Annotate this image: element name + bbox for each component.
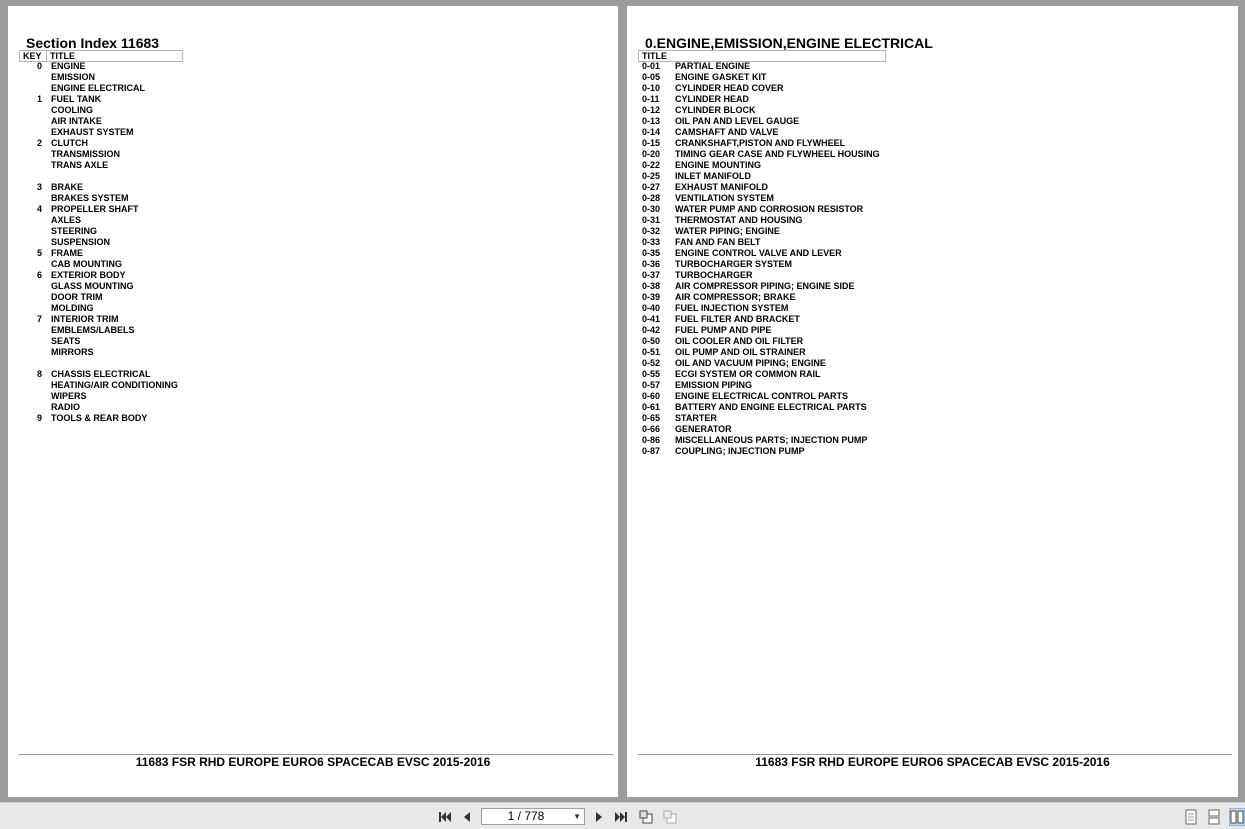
section-index-row bbox=[8, 72, 618, 83]
row-key: 0-51 bbox=[642, 347, 661, 357]
section-index-row bbox=[8, 83, 618, 94]
row-title: SUSPENSION bbox=[51, 237, 111, 247]
section-contents-row bbox=[627, 237, 1238, 248]
row-key: 6 bbox=[36, 270, 42, 280]
section-contents-row bbox=[627, 358, 1238, 369]
row-key: 0-25 bbox=[642, 171, 661, 181]
row-key: 0-65 bbox=[642, 413, 661, 423]
row-key: 0-13 bbox=[642, 116, 661, 126]
section-contents-row bbox=[627, 292, 1238, 303]
row-key: 0-33 bbox=[642, 237, 661, 247]
section-index-row bbox=[8, 116, 618, 127]
row-title: CYLINDER HEAD bbox=[675, 94, 750, 104]
row-key: 0-52 bbox=[642, 358, 661, 368]
row-title: WIPERS bbox=[51, 391, 87, 401]
row-key: 0-37 bbox=[642, 270, 661, 280]
section-contents-row bbox=[627, 226, 1238, 237]
row-title: COOLING bbox=[51, 105, 93, 115]
row-title: BATTERY AND ENGINE ELECTRICAL PARTS bbox=[675, 402, 867, 412]
title-column-header: TITLE bbox=[642, 51, 667, 61]
section-contents-row bbox=[627, 325, 1238, 336]
row-title: WATER PIPING; ENGINE bbox=[675, 226, 780, 236]
row-key: 0-42 bbox=[642, 325, 661, 335]
viewer-toolbar bbox=[0, 802, 1245, 829]
row-title: WATER PUMP AND CORROSION RESISTOR bbox=[675, 204, 864, 214]
row-title: FUEL FILTER AND BRACKET bbox=[675, 314, 800, 324]
section-contents-row bbox=[627, 259, 1238, 270]
row-key: 0-12 bbox=[642, 105, 661, 115]
row-title: TURBOCHARGER SYSTEM bbox=[675, 259, 793, 269]
row-title: STARTER bbox=[675, 413, 717, 423]
section-contents-row bbox=[627, 171, 1238, 182]
section-index-row bbox=[8, 391, 618, 402]
section-index-row bbox=[8, 127, 618, 138]
row-title: FAN AND FAN BELT bbox=[675, 237, 761, 247]
row-title: CLUTCH bbox=[51, 138, 88, 148]
row-title: ECGI SYSTEM OR COMMON RAIL bbox=[675, 369, 821, 379]
next-page-icon[interactable] bbox=[591, 809, 607, 825]
row-title: EMBLEMS/LABELS bbox=[51, 325, 135, 335]
row-key: 8 bbox=[36, 369, 42, 379]
section-contents-row bbox=[627, 402, 1238, 413]
section-index-row bbox=[8, 248, 618, 259]
section-index-row bbox=[8, 336, 618, 347]
page-title: 0.ENGINE,EMISSION,ENGINE ELECTRICAL bbox=[645, 35, 933, 51]
row-title: TRANSMISSION bbox=[51, 149, 121, 159]
section-index-row bbox=[8, 325, 618, 336]
row-title: CAMSHAFT AND VALVE bbox=[675, 127, 779, 137]
row-key: 0-05 bbox=[642, 72, 661, 82]
section-contents-row bbox=[627, 446, 1238, 457]
row-key: 0-50 bbox=[642, 336, 661, 346]
row-title: MOLDING bbox=[51, 303, 94, 313]
row-key: 0-60 bbox=[642, 391, 661, 401]
section-index-row bbox=[8, 160, 618, 171]
row-title: TRANS AXLE bbox=[51, 160, 109, 170]
row-key: 0-28 bbox=[642, 193, 661, 203]
row-title: ENGINE bbox=[51, 61, 86, 71]
section-index-row bbox=[8, 204, 618, 215]
section-contents-row bbox=[627, 105, 1238, 116]
row-title: OIL COOLER AND OIL FILTER bbox=[675, 336, 804, 346]
rotate-icon[interactable] bbox=[638, 809, 654, 825]
row-title: ENGINE MOUNTING bbox=[675, 160, 762, 170]
row-title: BRAKE bbox=[51, 182, 84, 192]
last-page-icon[interactable] bbox=[613, 809, 629, 825]
section-index-row bbox=[8, 259, 618, 270]
row-key: 9 bbox=[36, 413, 42, 423]
row-key: 0-61 bbox=[642, 402, 661, 412]
row-key: 0-20 bbox=[642, 149, 661, 159]
section-index-row bbox=[8, 226, 618, 237]
section-contents-row bbox=[627, 336, 1238, 347]
row-key: 0-15 bbox=[642, 138, 661, 148]
section-contents-list bbox=[627, 61, 1238, 457]
section-contents-row bbox=[627, 380, 1238, 391]
row-key: 0-32 bbox=[642, 226, 661, 236]
title-column-header: TITLE bbox=[50, 51, 75, 61]
row-title: ENGINE CONTROL VALVE AND LEVER bbox=[675, 248, 842, 258]
row-title: TIMING GEAR CASE AND FLYWHEEL HOUSING bbox=[675, 149, 880, 159]
section-index-row bbox=[8, 281, 618, 292]
section-contents-row bbox=[627, 424, 1238, 435]
row-title: EMISSION PIPING bbox=[675, 380, 753, 390]
row-title: FRAME bbox=[51, 248, 83, 258]
row-title: AIR COMPRESSOR PIPING; ENGINE SIDE bbox=[675, 281, 855, 291]
row-key: 1 bbox=[36, 94, 42, 104]
section-index-row bbox=[8, 193, 618, 204]
row-key: 3 bbox=[36, 182, 42, 192]
row-title: TOOLS & REAR BODY bbox=[51, 413, 148, 423]
page-title: Section Index 11683 bbox=[26, 35, 160, 51]
row-title: BRAKES SYSTEM bbox=[51, 193, 129, 203]
section-contents-row bbox=[627, 281, 1238, 292]
section-index-row bbox=[8, 215, 618, 226]
row-key: 0-87 bbox=[642, 446, 661, 456]
section-index-row bbox=[8, 413, 618, 424]
previous-page-icon[interactable] bbox=[459, 809, 475, 825]
row-title: OIL PUMP AND OIL STRAINER bbox=[675, 347, 806, 357]
row-key: 0 bbox=[36, 61, 42, 71]
section-index-row bbox=[8, 149, 618, 160]
row-key: 2 bbox=[36, 138, 42, 148]
row-title: OIL PAN AND LEVEL GAUGE bbox=[675, 116, 800, 126]
row-key: 0-31 bbox=[642, 215, 661, 225]
section-index-row bbox=[8, 369, 618, 380]
rotate-alt-icon[interactable] bbox=[662, 809, 678, 825]
row-title: INLET MANIFOLD bbox=[675, 171, 751, 181]
key-column-header: KEY bbox=[23, 51, 42, 61]
row-title: HEATING/AIR CONDITIONING bbox=[51, 380, 178, 390]
row-title: CAB MOUNTING bbox=[51, 259, 122, 269]
section-contents-row bbox=[627, 391, 1238, 402]
section-contents-row bbox=[627, 314, 1238, 325]
row-title: PARTIAL ENGINE bbox=[675, 61, 751, 71]
page-footer: 11683 FSR RHD EUROPE EURO6 SPACECAB EVSC 2015-2016 bbox=[135, 755, 491, 769]
section-contents-row bbox=[627, 83, 1238, 94]
row-title: AXLES bbox=[51, 215, 82, 225]
row-title: TURBOCHARGER bbox=[675, 270, 753, 280]
section-contents-row bbox=[627, 270, 1238, 281]
section-index-row bbox=[8, 270, 618, 281]
section-index-list bbox=[8, 61, 618, 424]
row-title: AIR INTAKE bbox=[51, 116, 102, 126]
row-key: 7 bbox=[36, 314, 42, 324]
row-title: SEATS bbox=[51, 336, 81, 346]
section-contents-row bbox=[627, 193, 1238, 204]
row-key: 0-14 bbox=[642, 127, 661, 137]
section-index-row bbox=[8, 138, 618, 149]
row-title: FUEL PUMP AND PIPE bbox=[675, 325, 772, 335]
row-title: EMISSION bbox=[51, 72, 96, 82]
section-contents-row bbox=[627, 182, 1238, 193]
section-index-row bbox=[8, 402, 618, 413]
row-title: MISCELLANEOUS PARTS; INJECTION PUMP bbox=[675, 435, 868, 445]
row-title: ENGINE ELECTRICAL CONTROL PARTS bbox=[675, 391, 849, 401]
row-title: CRANKSHAFT,PISTON AND FLYWHEEL bbox=[675, 138, 846, 148]
row-key: 0-41 bbox=[642, 314, 661, 324]
row-title: COUPLING; INJECTION PUMP bbox=[675, 446, 805, 456]
page-footer: 11683 FSR RHD EUROPE EURO6 SPACECAB EVSC 2015-2016 bbox=[755, 755, 1110, 769]
section-index-row bbox=[8, 182, 618, 193]
row-key: 0-55 bbox=[642, 369, 661, 379]
row-title: GLASS MOUNTING bbox=[51, 281, 134, 291]
row-title: DOOR TRIM bbox=[51, 292, 103, 302]
row-title: THERMOSTAT AND HOUSING bbox=[675, 215, 803, 225]
row-title: CYLINDER HEAD COVER bbox=[675, 83, 784, 93]
row-title: CYLINDER BLOCK bbox=[675, 105, 756, 115]
page-number-select[interactable] bbox=[481, 808, 585, 825]
section-contents-row bbox=[627, 413, 1238, 424]
section-index-row bbox=[8, 171, 618, 182]
row-title: OIL AND VACUUM PIPING; ENGINE bbox=[675, 358, 826, 368]
row-key: 0-39 bbox=[642, 292, 661, 302]
section-contents-row bbox=[627, 435, 1238, 446]
row-title: PROPELLER SHAFT bbox=[51, 204, 139, 214]
section-contents-row bbox=[627, 369, 1238, 380]
section-index-row bbox=[8, 303, 618, 314]
section-contents-row bbox=[627, 160, 1238, 171]
row-key: 0-30 bbox=[642, 204, 661, 214]
section-contents-row bbox=[627, 204, 1238, 215]
row-key: 0-11 bbox=[642, 94, 660, 104]
section-index-row bbox=[8, 292, 618, 303]
continuous-view-icon[interactable] bbox=[1207, 809, 1221, 825]
row-key: 5 bbox=[36, 248, 42, 258]
section-contents-row bbox=[627, 138, 1238, 149]
row-title: STEERING bbox=[51, 226, 98, 236]
row-key: 0-40 bbox=[642, 303, 661, 313]
section-contents-row bbox=[627, 94, 1238, 105]
section-contents-row bbox=[627, 347, 1238, 358]
row-key: 0-66 bbox=[642, 424, 661, 434]
row-key: 0-27 bbox=[642, 182, 661, 192]
row-title: MIRRORS bbox=[51, 347, 94, 357]
section-contents-row bbox=[627, 127, 1238, 138]
row-key: 4 bbox=[36, 204, 42, 214]
row-title: AIR COMPRESSOR; BRAKE bbox=[675, 292, 796, 302]
section-index-row bbox=[8, 94, 618, 105]
row-title: INTERIOR TRIM bbox=[51, 314, 119, 324]
section-index-row bbox=[8, 314, 618, 325]
row-key: 0-10 bbox=[642, 83, 661, 93]
row-key: 0-38 bbox=[642, 281, 661, 291]
row-key: 0-01 bbox=[642, 61, 661, 71]
row-key: 0-22 bbox=[642, 160, 661, 170]
row-key: 0-35 bbox=[642, 248, 661, 258]
single-page-view-icon[interactable] bbox=[1184, 809, 1198, 825]
row-title: RADIO bbox=[51, 402, 80, 412]
section-index-row bbox=[8, 358, 618, 369]
row-title: FUEL INJECTION SYSTEM bbox=[675, 303, 789, 313]
two-page-view-icon[interactable] bbox=[1230, 809, 1244, 825]
document-page-left bbox=[8, 6, 618, 797]
row-title: FUEL TANK bbox=[51, 94, 102, 104]
section-contents-row bbox=[627, 61, 1238, 72]
section-contents-row bbox=[627, 215, 1238, 226]
row-title: GENERATOR bbox=[675, 424, 732, 434]
row-key: 0-36 bbox=[642, 259, 661, 269]
section-index-row bbox=[8, 61, 618, 72]
row-title: EXHAUST MANIFOLD bbox=[675, 182, 768, 192]
page-indicator: 1 / 778 bbox=[507, 809, 545, 823]
section-contents-row bbox=[627, 149, 1238, 160]
row-key: 0-86 bbox=[642, 435, 661, 445]
row-title: ENGINE GASKET KIT bbox=[675, 72, 767, 82]
section-index-row bbox=[8, 105, 618, 116]
row-title: CHASSIS ELECTRICAL bbox=[51, 369, 151, 379]
section-contents-row bbox=[627, 116, 1238, 127]
row-title: VENTILATION SYSTEM bbox=[675, 193, 774, 203]
row-title: ENGINE ELECTRICAL bbox=[51, 83, 146, 93]
chevron-down-icon: ▼ bbox=[573, 812, 581, 821]
section-index-row bbox=[8, 347, 618, 358]
section-contents-row bbox=[627, 72, 1238, 83]
section-index-row bbox=[8, 380, 618, 391]
row-title: EXTERIOR BODY bbox=[51, 270, 126, 280]
section-contents-row bbox=[627, 248, 1238, 259]
row-title: EXHAUST SYSTEM bbox=[51, 127, 134, 137]
document-page-right bbox=[627, 6, 1238, 797]
section-index-row bbox=[8, 237, 618, 248]
first-page-icon[interactable] bbox=[437, 809, 453, 825]
section-contents-row bbox=[627, 303, 1238, 314]
row-key: 0-57 bbox=[642, 380, 661, 390]
